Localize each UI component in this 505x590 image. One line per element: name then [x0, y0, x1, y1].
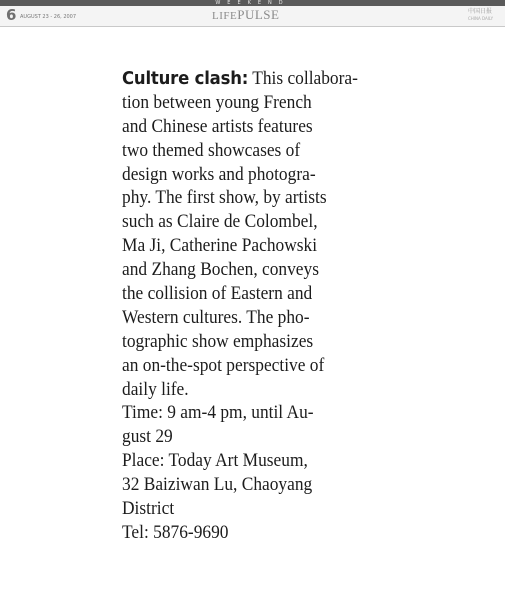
- newspaper-logo-sub: CHINA DAILY: [468, 16, 494, 21]
- article-line: daily life.: [122, 378, 189, 400]
- article-time-line: gust 29: [122, 426, 173, 448]
- article-place-line: District: [122, 498, 175, 520]
- article-line: Western cultures. The pho-: [122, 306, 310, 328]
- article-line: and Chinese artists features: [122, 115, 313, 137]
- article-place-line: 32 Baiziwan Lu, Chaoyang: [122, 474, 313, 496]
- page-header: [0, 0, 505, 27]
- newspaper-logo: 中国日报: [468, 8, 493, 15]
- section-title: [212, 8, 279, 23]
- article-line: [122, 67, 401, 91]
- article-line: and Zhang Bochen, conveys: [122, 259, 319, 281]
- article-line: Ma Ji, Catherine Pachowski: [122, 235, 318, 257]
- article-line: phy. The first show, by artists: [122, 187, 327, 209]
- issue-date: AUGUST 23 - 26, 2007: [20, 14, 77, 20]
- article-body: [122, 67, 401, 545]
- article-time-line: Time: 9 am-4 pm, until Au-: [122, 402, 314, 424]
- article-line: two themed showcases of: [122, 139, 301, 161]
- weekend-label: WEEKEND: [215, 0, 290, 6]
- article-lead: Culture clash:: [122, 68, 249, 89]
- section-title-life: LIFE: [212, 10, 238, 22]
- article-line: design works and photogra-: [122, 163, 316, 185]
- article-line: the collision of Eastern and: [122, 283, 313, 305]
- article-line: an on-the-spot perspective of: [122, 354, 325, 376]
- section-title-pulse: PULSE: [237, 7, 280, 22]
- article-line: tion between young French: [122, 91, 312, 113]
- article-tel-line: Tel: 5876-9690: [122, 521, 229, 543]
- article-line: such as Claire de Colombel,: [122, 211, 318, 233]
- article-line: tographic show emphasizes: [122, 330, 314, 352]
- article-line-text: This collabora-: [248, 68, 358, 89]
- article-place-line: Place: Today Art Museum,: [122, 450, 308, 472]
- page-number: 6: [6, 6, 17, 24]
